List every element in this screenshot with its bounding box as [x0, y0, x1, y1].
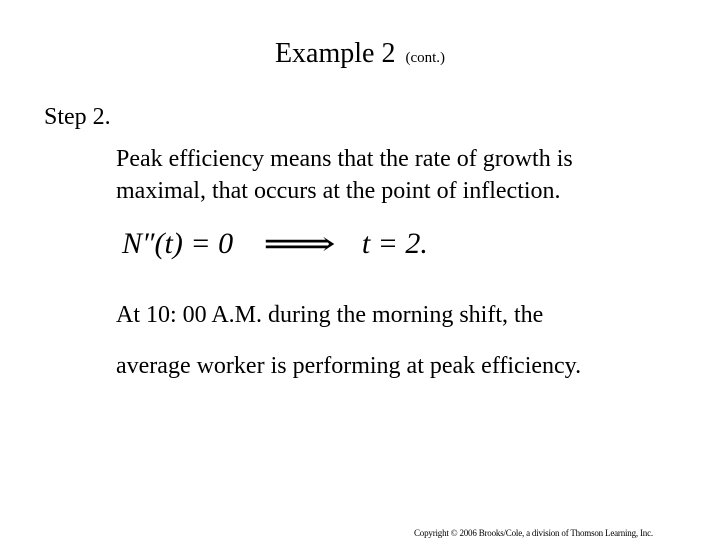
title-main: Example 2	[274, 38, 396, 69]
equation-rhs: t = 2.	[361, 227, 428, 260]
paragraph-time: At 10: 00 A.M. during the morning shift, the	[116, 302, 544, 328]
equation	[122, 224, 428, 264]
implies-arrow-icon: ⟹	[262, 226, 337, 263]
step-label: Step 2.	[44, 104, 111, 130]
paragraph-worker: average worker is performing at peak efficiency.	[116, 353, 582, 379]
title-note: (cont.)	[405, 50, 446, 66]
equation-lhs: N″(t) = 0	[122, 227, 234, 260]
paragraph-line-2: maximal, that occurs at the point of inflection.	[116, 178, 561, 204]
slide-title	[0, 38, 720, 70]
paragraph-line-1: Peak efficiency means that the rate of growth is	[116, 146, 573, 172]
copyright-footer: Copyright © 2006 Brooks/Cole, a division of Thomson Learning, Inc.	[414, 528, 653, 538]
paragraph-peak-efficiency	[116, 143, 573, 207]
